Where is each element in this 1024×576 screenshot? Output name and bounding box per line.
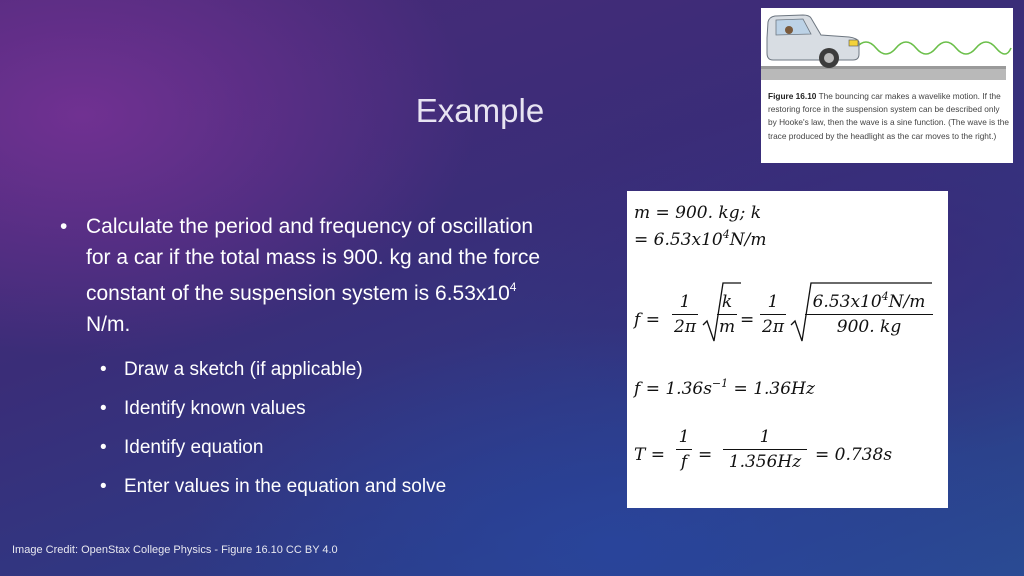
fraction-1-over-2pi — [760, 292, 786, 337]
bullet-dot: • — [100, 398, 107, 419]
figure-label: Figure 16.10 — [768, 91, 817, 101]
bullet-list — [60, 212, 560, 506]
equals-sign: = — [740, 310, 755, 330]
frequency-result-post: = 1.36Hz — [728, 379, 815, 399]
frequency-result-pre: f = 1.36s — [634, 379, 712, 399]
bullet-dot: • — [60, 215, 68, 238]
sub-bullet-text: Draw a sketch (if applicable) — [124, 359, 363, 380]
image-credit: Image Credit: OpenStax College Physics - Figure 16.10 CC BY 4.0 — [12, 544, 338, 556]
main-bullet-text-pre: Calculate the period and frequency of oscillation for a car if the total mass is 900. kg and the force constant of the suspension system is 6.53x10 — [86, 215, 541, 305]
bullet-dot: • — [100, 359, 107, 380]
denominator: m — [718, 317, 736, 338]
sub-bullet — [100, 428, 560, 467]
sub-bullet — [100, 389, 560, 428]
denominator: 900. kg — [836, 317, 902, 338]
frequency-result-exponent: −1 — [711, 377, 729, 390]
fraction-k-over-m-values — [805, 292, 933, 337]
bouncing-car-illustration — [761, 8, 1013, 88]
numerator — [805, 292, 933, 312]
f-lhs: f = — [634, 310, 660, 330]
k-value-pre: = 6.53x10 — [634, 230, 723, 250]
numerator-pre: 6.53x10 — [812, 292, 882, 312]
known-mass-k: m = 900. kg; k — [634, 203, 762, 223]
known-k-value — [634, 230, 766, 250]
sub-bullet — [100, 350, 560, 389]
denominator: 2π — [674, 317, 696, 338]
numerator: 1 — [767, 292, 779, 312]
numerator-unit: N/m — [888, 292, 926, 312]
numerator: 1 — [679, 292, 691, 312]
bullet-dot: • — [100, 476, 107, 497]
sub-bullet-list — [100, 350, 560, 506]
numerator: 1 — [759, 427, 771, 447]
car-figure — [761, 8, 1013, 163]
main-bullet-exponent: 4 — [509, 280, 517, 294]
numerator: 1 — [678, 427, 690, 447]
equation-panel — [627, 191, 948, 508]
sub-bullet — [100, 467, 560, 506]
sub-bullet-text: Identify known values — [124, 398, 306, 419]
numerator: k — [721, 292, 733, 312]
main-bullet — [60, 212, 560, 340]
k-value-unit: N/m — [729, 230, 767, 250]
main-bullet-text — [86, 212, 560, 340]
k-value-exponent: 4 — [722, 228, 730, 241]
main-bullet-text-post: N/m. — [86, 312, 131, 336]
fraction-1-over-1356hz — [723, 427, 807, 472]
period-result: = 0.738s — [815, 445, 893, 465]
fraction-k-over-m — [717, 292, 737, 337]
figure-caption-text: The bouncing car makes a wavelike motion. If the restoring force in the suspension system can be described only by Hooke's law, then the wave is a sine function. (The wave is the trace produced by the headlight as the car moves to the right.) — [768, 91, 1009, 141]
numerator-exponent: 4 — [881, 290, 889, 303]
figure-caption — [768, 90, 1010, 143]
denominator: f — [680, 452, 688, 473]
T-lhs: T = — [634, 445, 665, 465]
slide-title: Example — [415, 92, 545, 129]
equals-sign: = — [698, 445, 713, 465]
denominator: 1.356Hz — [728, 452, 802, 473]
sub-bullet-text: Identify equation — [124, 437, 264, 458]
frequency-result — [634, 379, 815, 399]
bullet-dot: • — [100, 437, 107, 458]
fraction-1-over-f — [676, 427, 692, 472]
sub-bullet-text: Enter values in the equation and solve — [124, 476, 447, 497]
fraction-1-over-2pi — [672, 292, 698, 337]
denominator: 2π — [762, 317, 784, 338]
